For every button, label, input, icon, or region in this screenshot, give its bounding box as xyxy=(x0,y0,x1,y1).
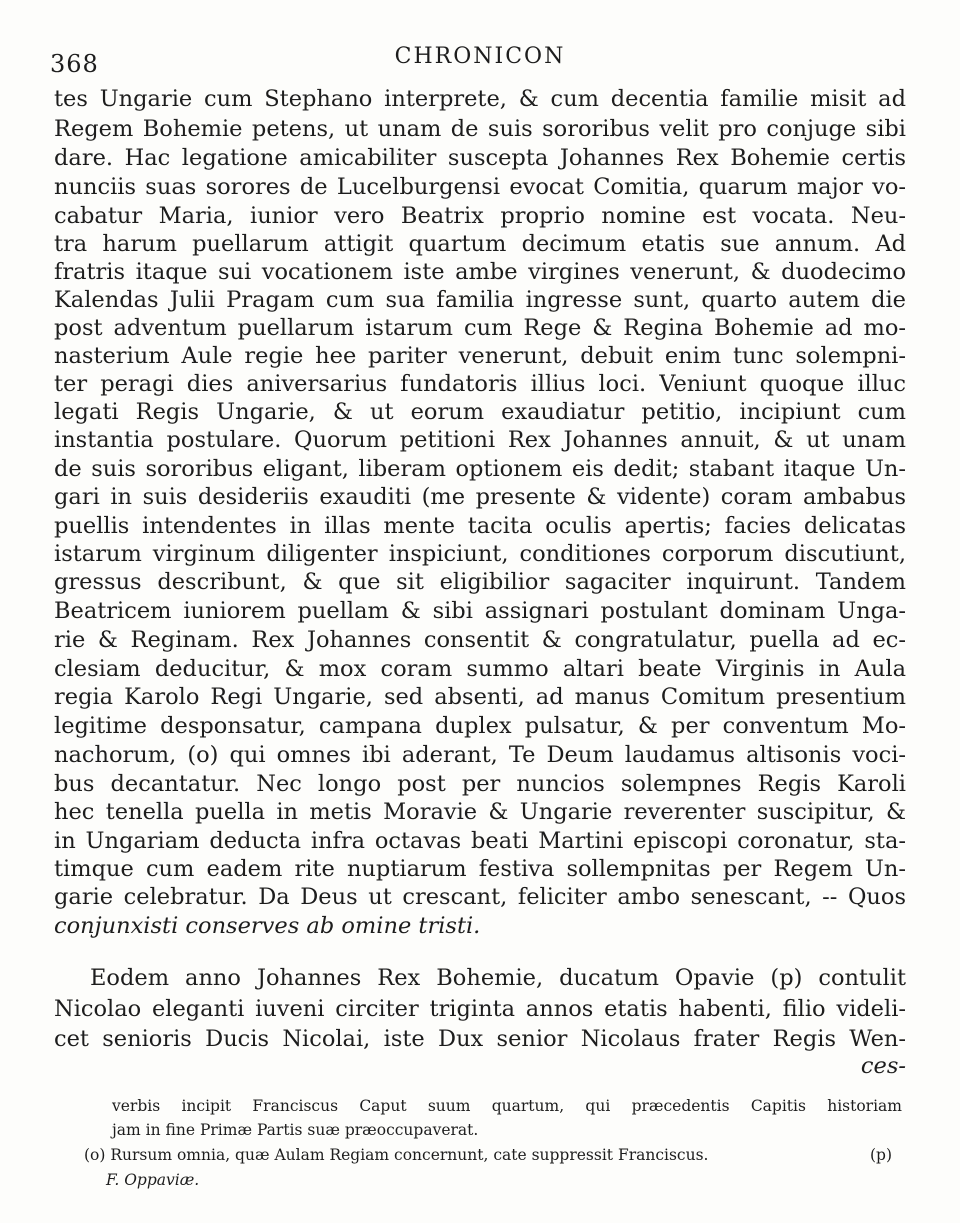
text-line: tra harum puellarum attigit quartum decimum etatis sue annum. Ad xyxy=(54,231,906,257)
text-line: istarum virginum diligenter inspiciunt, conditiones corporum discutiunt, xyxy=(54,541,906,567)
footnote-line: jam in fine Primæ Partis suæ præoccupaverat. xyxy=(112,1121,479,1139)
text-line: Beatricem iuniorem puellam & sibi assignari postulant dominam Unga- xyxy=(54,598,906,624)
text-line: garie celebratur. Da Deus ut crescant, feliciter ambo senescant, -- Quos xyxy=(54,884,906,910)
text-line: fratris itaque sui vocationem iste ambe virgines venerunt, & duodecimo xyxy=(54,259,906,285)
footnote-o: (o) Rursum omnia, quæ Aulam Regiam concernunt, cate suppressit Franciscus. xyxy=(84,1146,709,1164)
text-line: puellis intendentes in illas mente tacita oculis apertis; facies delicatas xyxy=(54,513,906,539)
text-line: Kalendas Julii Pragam cum sua familia ingresse sunt, quarto autem die xyxy=(54,287,906,313)
footnote-p-marker: (p) xyxy=(870,1146,893,1164)
text-line: Eodem anno Johannes Rex Bohemie, ducatum Opavie (p) contulit xyxy=(90,965,906,991)
catchword: ces- xyxy=(860,1053,906,1079)
text-line: rie & Reginam. Rex Johannes consentit & congratulatur, puella ad ec- xyxy=(54,627,906,653)
text-line: tes Ungarie cum Stephano interprete, & cum decentia familie misit ad xyxy=(54,86,906,112)
text-line: bus decantatur. Nec longo post per nuncios solempnes Regis Karoli xyxy=(54,771,906,797)
text-line: gressus describunt, & que sit eligibilior sagaciter inquirunt. Tandem xyxy=(54,569,906,595)
text-line: post adventum puellarum istarum cum Rege & Regina Bohemie ad mo- xyxy=(54,315,906,341)
text-line: gari in suis desideriis exauditi (me presente & vidente) coram ambabus xyxy=(54,484,906,510)
text-line: dare. Hac legatione amicabiliter suscepta Johannes Rex Bohemie certis xyxy=(54,145,906,171)
text-line: clesiam deducitur, & mox coram summo altari beate Virginis in Aula xyxy=(54,656,906,682)
running-head: CHRONICON xyxy=(394,44,566,69)
text-line: ter peragi dies aniversarius fundatoris illius loci. Veniunt quoque illuc xyxy=(54,371,906,397)
text-line: Regem Bohemie petens, ut unam de suis sororibus velit pro conjuge sibi xyxy=(54,116,906,142)
text-line: cabatur Maria, iunior vero Beatrix proprio nomine est vocata. Neu- xyxy=(54,203,906,229)
text-line: Nicolao eleganti iuveni circiter triginta annos etatis habenti, filio videli- xyxy=(54,996,906,1022)
text-line: cet senioris Ducis Nicolai, iste Dux senior Nicolaus frater Regis Wen- xyxy=(54,1026,906,1052)
text-line: legitime desponsatur, campana duplex pulsatur, & per conventum Mo- xyxy=(54,713,906,739)
text-line: nunciis suas sorores de Lucelburgensi evocat Comitia, quarum major vo- xyxy=(54,174,906,200)
footnote-line: verbis incipit Franciscus Caput suum quartum, qui præcedentis Capitis historiam xyxy=(112,1097,902,1115)
text-line: in Ungariam deducta infra octavas beati Martini episcopi coronatur, sta- xyxy=(54,828,906,854)
text-line: conjunxisti conserves ab omine tristi. xyxy=(54,913,481,939)
text-line: instantia postulare. Quorum petitioni Rex Johannes annuit, & ut unam xyxy=(54,427,906,453)
text-line: de suis sororibus eligant, liberam optionem eis dedit; stabant itaque Un- xyxy=(54,456,906,482)
text-line: legati Regis Ungarie, & ut eorum exaudiatur petitio, incipiunt cum xyxy=(54,399,906,425)
text-line: hec tenella puella in metis Moravie & Ungarie reverenter suscipitur, & xyxy=(54,799,906,825)
footnote-p: F. Oppaviæ. xyxy=(106,1171,200,1189)
text-line: nachorum, (o) qui omnes ibi aderant, Te Deum laudamus altisonis voci- xyxy=(54,742,906,768)
text-line: nasterium Aule regie hee pariter venerunt, debuit enim tunc solempni- xyxy=(54,343,906,369)
page-number: 368 xyxy=(50,50,99,78)
text-line: regia Karolo Regi Ungarie, sed absenti, ad manus Comitum presentium xyxy=(54,684,906,710)
text-line: timque cum eadem rite nuptiarum festiva sollempnitas per Regem Un- xyxy=(54,856,906,882)
